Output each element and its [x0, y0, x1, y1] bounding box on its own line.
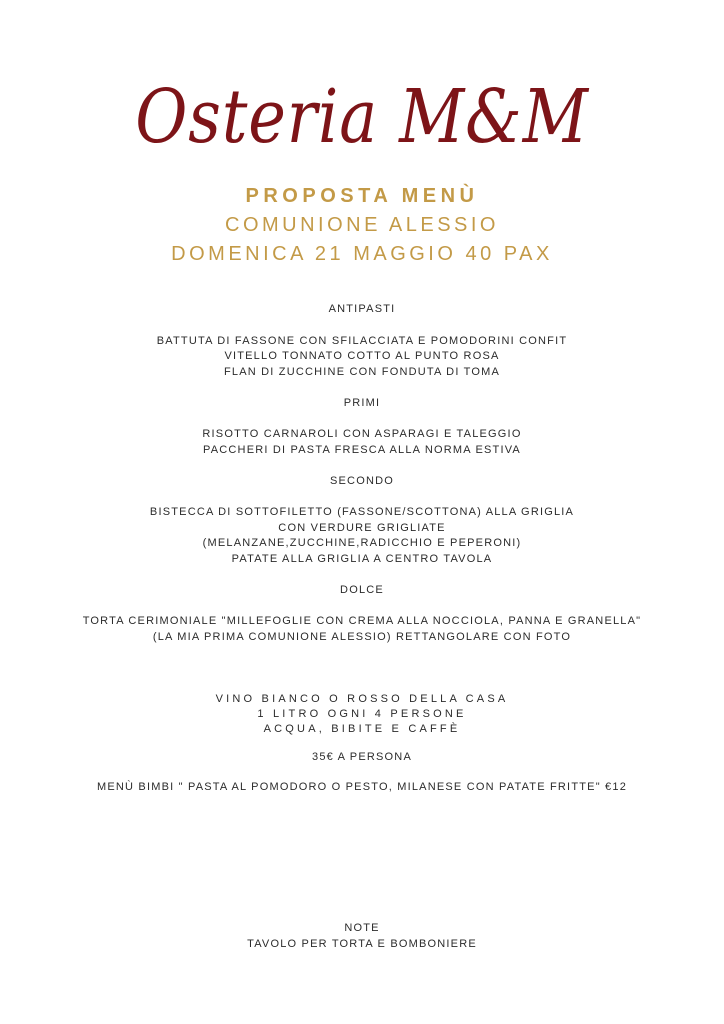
section-title-dolce: DOLCE [340, 583, 384, 596]
event-date: DOMENICA 21 MAGGIO 40 PAX [171, 243, 553, 265]
drinks-line: ACQUA, BIBITE E CAFFÈ [263, 723, 461, 735]
menu-item: (LA MIA PRIMA COMUNIONE ALESSIO) RETTANGOLARE CON FOTO [152, 630, 572, 643]
menu-item: TORTA CERIMONIALE "MILLEFOGLIE CON CREMA ALLA NOCCIOLA, PANNA E GRANELLA" [82, 615, 642, 627]
event-title: COMUNIONE ALESSIO [225, 214, 499, 236]
menu-sections [0, 302, 724, 645]
section-title-antipasti: ANTIPASTI [328, 303, 396, 315]
menu-item: CON VERDURE GRIGLIATE [278, 521, 446, 534]
drinks-line: VINO BIANCO O ROSSO DELLA CASA [215, 693, 509, 705]
menu-header [0, 182, 724, 269]
notes-text: TAVOLO PER TORTA E BOMBONIERE [247, 937, 477, 950]
price-per-person: 35€ A PERSONA [312, 751, 412, 763]
menu-item: PACCHERI DI PASTA FRESCA ALLA NORMA ESTIVA [203, 443, 521, 456]
menu-item: RISOTTO CARNAROLI CON ASPARAGI E TALEGGIO [202, 428, 522, 440]
kids-menu: MENÙ BIMBI " PASTA AL POMODORO O PESTO, MILANESE CON PATATE FRITTE" €12 [96, 781, 628, 793]
notes-block [0, 921, 724, 952]
menu-item: (MELANZANE,ZUCCHINE,RADICCHIO E PEPERONI) [202, 537, 522, 549]
menu-item: BISTECCA DI SOTTOFILETTO (FASSONE/SCOTTONA) ALLA GRIGLIA [149, 506, 575, 518]
menu-item: BATTUTA DI FASSONE CON SFILACCIATA E POMODORINI CONFIT [156, 334, 568, 347]
menu-item: FLAN DI ZUCCHINE CON FONDUTA DI TOMA [223, 365, 501, 378]
drinks-line: 1 LITRO OGNI 4 PERSONE [257, 708, 467, 720]
notes-title: NOTE [344, 922, 380, 934]
restaurant-logo: Osteria M&M [135, 74, 589, 160]
drinks-block [0, 692, 724, 737]
section-title-primi: PRIMI [343, 396, 381, 409]
proposal-title: PROPOSTA MENÙ [245, 185, 479, 207]
section-title-secondo: SECONDO [329, 474, 395, 487]
menu-item: VITELLO TONNATO COTTO AL PUNTO ROSA [224, 350, 500, 362]
menu-item: PATATE ALLA GRIGLIA A CENTRO TAVOLA [231, 552, 493, 565]
